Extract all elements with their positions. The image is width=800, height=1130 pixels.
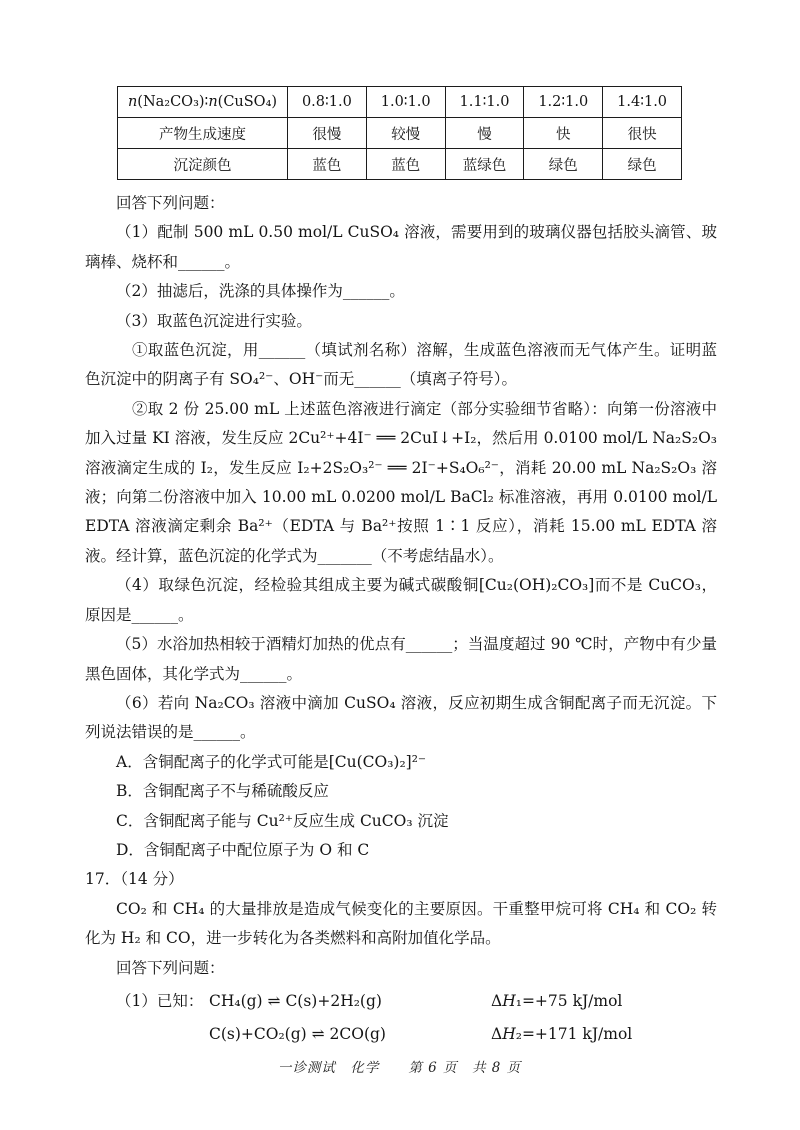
table-cell: 很快 [603, 118, 682, 149]
question-16-2: （2）抽滤后，洗涤的具体操作为______。 [116, 282, 405, 301]
option-c: C．含铜配离子能与 Cu²⁺反应生成 CuCO₃ 沉淀 [116, 811, 449, 830]
answer-prompt: 回答下列问题： [116, 194, 225, 212]
question-16-4: （4）取绿色沉淀，经检验其组成主要为碱式碳酸铜[Cu₂(OH)₂CO₃]而不是 CuCO₃，原因是______。 [85, 576, 717, 624]
table-cell: 绿色 [603, 149, 682, 180]
answer-prompt-2: 回答下列问题： [116, 958, 225, 977]
equation-label: （1）已知： [116, 991, 204, 1010]
equation-block [116, 985, 717, 1051]
equation-2-reaction: C(s)+CO₂(g) ⇌ 2CO(g) [209, 1024, 386, 1043]
question-16-5: （5）水浴加热相较于酒精灯加热的优点有______；当温度超过 90 ℃时，产物中有少量黑色固体，其化学式为______。 [85, 635, 717, 683]
question-16-3-step-2: ②取 2 份 25.00 mL 上述蓝色溶液进行滴定（部分实验细节省略）：向第一份溶液中加入过量 KI 溶液，发生反应 2Cu²⁺+4I⁻ ══ 2CuI↓+I₂，然后用 0.0100 mol/L Na₂S₂O₃ 溶液滴定生成的 I₂，发生反应 I₂+2S₂O₃²⁻ ══ 2I⁻+S₄O₆²⁻，消耗 20.00 mL Na₂S₂O₃ 溶液；向第二份溶液中加入 10.00 mL 0.0200 mol/L BaCl₂ 标准溶液，再用 0.0100 mol/L EDTA 溶液滴定剩余 Ba²⁺（EDTA 与 Ba²⁺按照 1∶1 反应），消耗 15.00 mL EDTA 溶液。经计算，蓝色沉淀的化学式为_______（不考虑结晶水）。 [85, 399, 717, 565]
table-cell: 1.0∶1.0 [366, 87, 445, 118]
question-16-1: （1）配制 500 mL 0.50 mol/L CuSO₄ 溶液，需要用到的玻璃仪器包括胶头滴管、玻璃棒、烧杯和______。 [85, 223, 717, 271]
table-cell: 绿色 [524, 149, 603, 180]
question-16-6: （6）若向 Na₂CO₃ 溶液中滴加 CuSO₄ 溶液，反应初期生成含铜配离子而无沉淀。下列说法错误的是______。 [85, 693, 717, 742]
table-cell: 产物生成速度 [118, 118, 288, 149]
table-cell: 很慢 [288, 118, 367, 149]
equation-label-spacer [116, 1018, 209, 1051]
question-17-header: 17．（14 分） [85, 870, 184, 889]
equation-row-1 [116, 985, 717, 1018]
table-cell: 蓝绿色 [445, 149, 524, 180]
option-b: B．含铜配离子不与稀硫酸反应 [116, 782, 329, 801]
table-row-speed [118, 118, 682, 149]
page-content [85, 86, 717, 1076]
equation-2-enthalpy: ΔH₂=+171 kJ/mol [491, 1024, 633, 1043]
equation-1-enthalpy: ΔH₁=+75 kJ/mol [491, 991, 623, 1010]
ratio-experiment-table [117, 86, 682, 180]
option-a: A．含铜配离子的化学式可能是[Cu(CO₃)₂]²⁻ [116, 752, 427, 771]
table-cell: 1.4∶1.0 [603, 87, 682, 118]
table-cell: 快 [524, 118, 603, 149]
equation-row-2 [116, 1018, 717, 1051]
question-16-3: （3）取蓝色沉淀进行实验。 [116, 311, 312, 330]
table-cell: 1.1∶1.0 [445, 87, 524, 118]
page-footer: 一诊测试 化学 第 6 页 共 8 页 [277, 1059, 522, 1076]
table-cell: 0.8∶1.0 [288, 87, 367, 118]
question-17-intro: CO₂ 和 CH₄ 的大量排放是造成气候变化的主要原因。干重整甲烷可将 CH₄ 和 CO₂ 转化为 H₂ 和 CO，进一步转化为各类燃料和高附加值化学品。 [85, 899, 717, 948]
equation-1-reaction: CH₄(g) ⇌ C(s)+2H₂(g) [209, 991, 382, 1010]
question-16-3-step-1: ①取蓝色沉淀，用______（填试剂名称）溶解，生成蓝色溶液而无气体产生。证明蓝色沉淀中的阴离子有 SO₄²⁻、OH⁻而无______（填离子符号）。 [85, 341, 717, 389]
table-cell: 沉淀颜色 [118, 149, 288, 180]
table-row-color [118, 149, 682, 180]
table-cell: 1.2∶1.0 [524, 87, 603, 118]
table-cell: 蓝色 [366, 149, 445, 180]
option-d: D．含铜配离子中配位原子为 O 和 C [116, 840, 370, 859]
table-row-ratio [118, 87, 682, 118]
table-cell: 慢 [445, 118, 524, 149]
table-cell: n(Na₂CO₃)∶n(CuSO₄) [118, 87, 288, 118]
table-cell: 蓝色 [288, 149, 367, 180]
table-cell: 较慢 [366, 118, 445, 149]
